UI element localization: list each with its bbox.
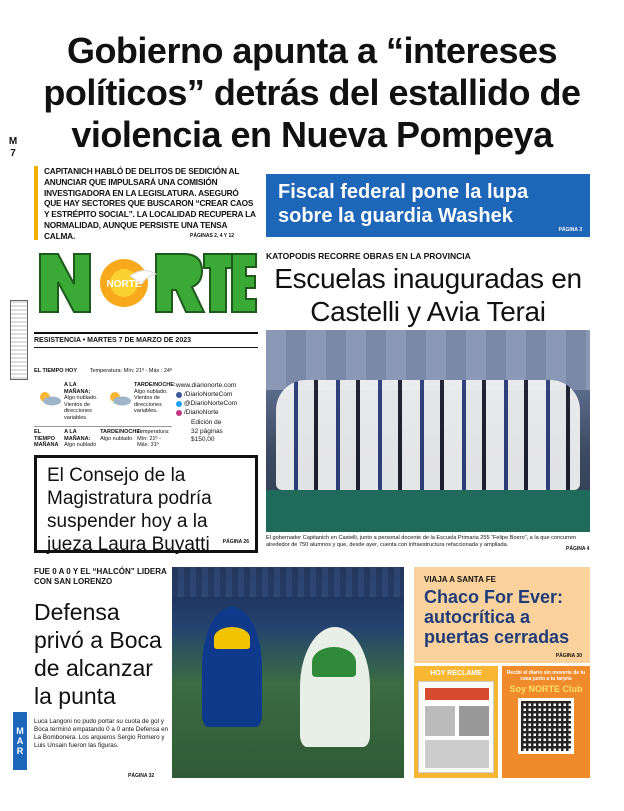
side-strip-text: MAR (15, 726, 25, 756)
weather-evening-text: Algo nublado. Vientos de direcciones variables. (134, 388, 168, 414)
edition-pages: 32 páginas (191, 427, 223, 435)
jersey-green (312, 647, 356, 677)
qr-text: Recibí el diario sin moverte de tu casa junto a tu tarjeta (506, 670, 586, 682)
contact-panel (176, 381, 258, 417)
tomorrow-evening-text: Algo nublado (100, 435, 133, 442)
web-text: www.diarionorte.com (176, 382, 237, 389)
partly-cloudy-icon (36, 390, 62, 406)
facebook-link[interactable] (176, 390, 258, 399)
school-caption: El gobernador Capitanich en Castelli, junto a personal docente de la Escuela Primaria 255 “Felipe Boero”, a la que concurren alrededor de 750 alumnos y que, desde ayer, cuenta con infraestructura refaccionada y ampliada. (266, 535, 577, 548)
weather-evening-label: TARDE/NOCHE: (134, 382, 176, 388)
boca-match-photo[interactable] (172, 567, 404, 778)
instagram-icon (176, 410, 182, 416)
escuelas-title[interactable]: Escuelas inauguradas en Castelli y Avia Terai (274, 263, 582, 327)
hoy-reclame-box[interactable] (414, 666, 498, 778)
weather-title: EL TIEMPO HOY (34, 368, 77, 374)
tomorrow-morning-label: A LA MAÑANA: (64, 429, 91, 442)
consejo-page: PÁGINA 26 (222, 539, 249, 545)
edition-price: $150,00 (191, 436, 215, 443)
edition-info (191, 419, 223, 445)
logo-name: NORTE (106, 279, 142, 290)
lede-text: CAPITANICH HABLÓ DE DELITOS DE SEDICIÓN AL ANUNCIAR QUE IMPULSARÁ UNA COMISIÓN INVESTIGADORA EN LA LEGISLATURA. ASEGURÓ QUE HAY SECTORES QUE BUSCARON “CREAR CAOS Y ESTRÉPITO SOCIAL”. LA LOCALIDAD RECUPERA LA NORMALIDAD, AUNQUE PERSISTE UNA TENSA CALMA. (34, 166, 258, 240)
soy-norte-club-box[interactable] (502, 666, 590, 778)
lede-page-ref: PÁGINAS 2, 4 Y 12 (190, 233, 235, 239)
qr-brand: Soy NORTE Club (509, 684, 583, 694)
edition-label: Edición de (191, 419, 222, 426)
twitter-link[interactable] (176, 399, 258, 408)
norte-logo (34, 246, 258, 318)
facebook-text: /DiarioNorteCom (184, 391, 233, 398)
weather-morning-label: A LA MAÑANA: (64, 382, 91, 395)
crowd (172, 567, 404, 597)
magazine-photo (425, 706, 455, 736)
twitter-icon (176, 401, 182, 407)
tomorrow-temp: Temperatura: Mín: 21º - Máx: 31º (137, 429, 170, 448)
barcode-strip (10, 300, 28, 380)
school-group-photo[interactable] (266, 330, 590, 532)
weather-tomorrow-label: EL TIEMPO MAÑANA (34, 429, 59, 448)
santafe-kicker: VIAJA A SANTA FE (424, 575, 497, 584)
katopodis-kicker: KATOPODIS RECORRE OBRAS EN LA PROVINCIA (266, 251, 471, 261)
people-group (276, 380, 580, 490)
fiscal-story-title: Fiscal federal pone la lupa sobre la guardia Washek (278, 181, 529, 227)
facebook-icon (176, 392, 182, 398)
magazine-photo (459, 706, 489, 736)
web-link[interactable] (176, 381, 258, 390)
player-green (300, 627, 370, 747)
consejo-title: El Consejo de la Magistratura podría suspender hoy a la jueza Laura Buyatti (47, 465, 212, 555)
side-date-day: 7 (10, 148, 16, 159)
tomorrow-evening-label: TARDE/NOCHE: (100, 429, 142, 435)
fiscal-story-page: PÁGINA 3 (558, 227, 582, 233)
floor (266, 490, 590, 532)
side-strip-mar (13, 712, 27, 770)
weather-morning-text: Algo nublado. Vientos de direcciones variables. (64, 395, 98, 421)
magazine-photo (425, 740, 489, 768)
side-date (8, 136, 18, 160)
twitter-text: @DiarioNorteCom (184, 400, 238, 407)
school-page: PÁGINA 4 (566, 546, 590, 552)
magazine-header (425, 688, 489, 700)
consejo-story-box[interactable] (34, 455, 258, 553)
qr-code-icon[interactable] (518, 698, 574, 754)
fiscal-story-box[interactable] (266, 174, 590, 237)
boca-page: PÁGINA 32 (128, 773, 155, 779)
weather-panel (34, 368, 176, 448)
boca-title[interactable]: Defensa privó a Boca de alcanzar la punta (34, 599, 162, 709)
weather-temp: Temperatura: Mín: 21º - Máx : 24º (89, 368, 172, 374)
partly-cloudy-icon (106, 390, 132, 406)
instagram-link[interactable] (176, 408, 258, 417)
santafe-page: PÁGINA 30 (555, 653, 582, 659)
edition-line: RESISTENCIA • MARTES 7 DE MARZO DE 2023 (34, 332, 258, 348)
reclame-magazine-image (418, 681, 494, 773)
boca-kicker: FUE 0 A 0 Y EL “HALCÓN” LIDERA CON SAN LORENZO (34, 567, 167, 586)
santafe-title: Chaco For Ever: autocrítica a puertas cerradas (424, 587, 570, 647)
boca-body: Luca Langoni no pudo portar su cuota de gol y Boca terminó empatando 0 a 0 ante Defensa en La Bombonera. Los arqueros Sergio Romero y Luis Unsain fueron las figuras. (34, 718, 169, 749)
player-blue (202, 607, 262, 727)
main-headline[interactable]: Gobierno apunta a “intereses políticos” detrás del estallido de violencia en Nueva Pompeya (43, 30, 581, 155)
tomorrow-morning-text: Algo nublado (64, 442, 97, 448)
jersey-stripe (214, 627, 250, 649)
hoy-reclame-title: HOY RECLAME (430, 670, 482, 677)
instagram-text: /DiarioNorte (184, 409, 219, 416)
santafe-story-box[interactable] (414, 567, 590, 663)
side-date-month: M (8, 136, 18, 147)
